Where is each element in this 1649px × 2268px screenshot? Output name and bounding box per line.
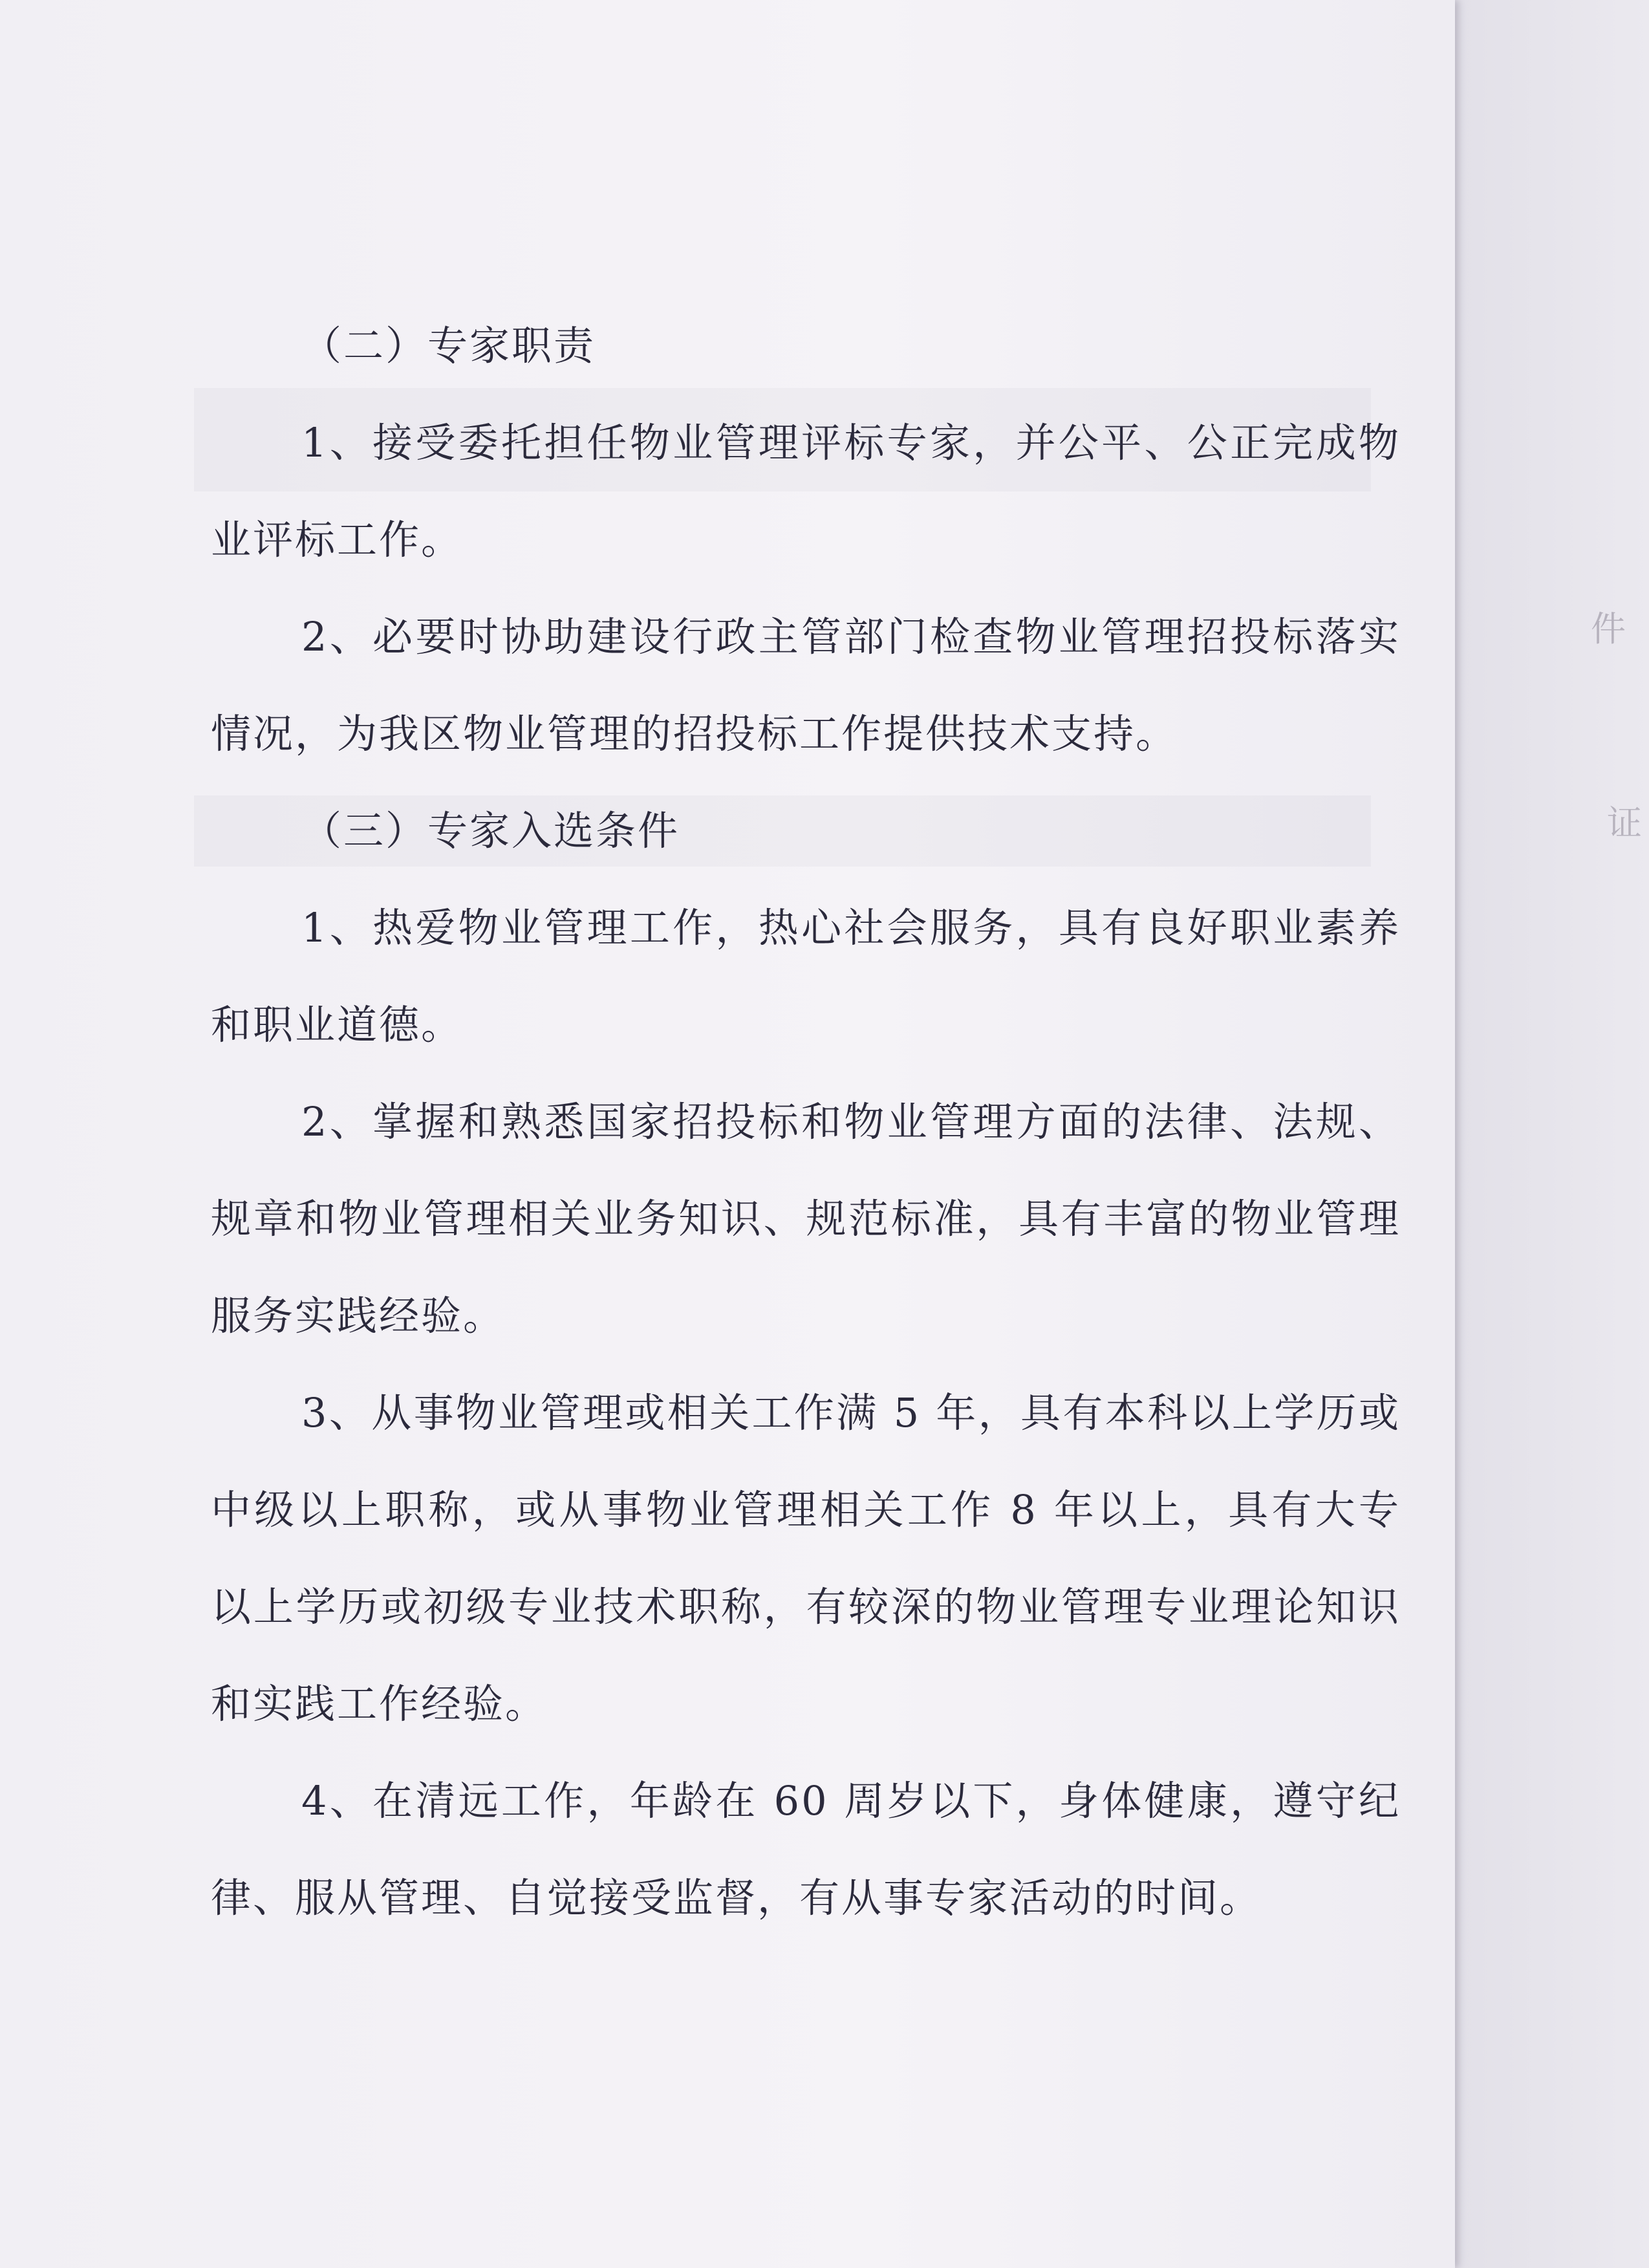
paragraph: 2、必要时协助建设行政主管部门检查物业管理招投标落实情况，为我区物业管理的招投标工作提供技术支持。 (211, 613, 1401, 757)
section-heading-criteria: （三）专家入选条件 (301, 807, 680, 854)
paragraph: 4、在清远工作，年龄在 60 周岁以下，身体健康，遵守纪律、服从管理、自觉接受监督，有从事专家活动的时间。 (211, 1777, 1401, 1921)
section-heading-duties: （二）专家职责 (301, 322, 596, 369)
next-page-edge-char: 证 (1607, 803, 1642, 843)
next-page-edge-char: 件 (1591, 609, 1626, 649)
paragraph: 2、掌握和熟悉国家招投标和物业管理方面的法律、法规、规章和物业管理相关业务知识、规范标准，具有丰富的物业管理服务实践经验。 (211, 1098, 1401, 1339)
document-body (211, 297, 1401, 1947)
paragraph: 3、从事物业管理或相关工作满 5 年，具有本科以上学历或中级以上职称，或从事物业管理相关工作 8 年以上，具有大专以上学历或初级专业技术职称，有较深的物业管理专业理论知识和实践工作经验。 (211, 1389, 1401, 1727)
paragraph: 1、接受委托担任物业管理评标专家，并公平、公正完成物业评标工作。 (211, 419, 1401, 563)
paragraph: 1、热爱物业管理工作，热心社会服务，具有良好职业素养和职业道德。 (211, 904, 1401, 1048)
next-page-edge (1455, 0, 1649, 2268)
